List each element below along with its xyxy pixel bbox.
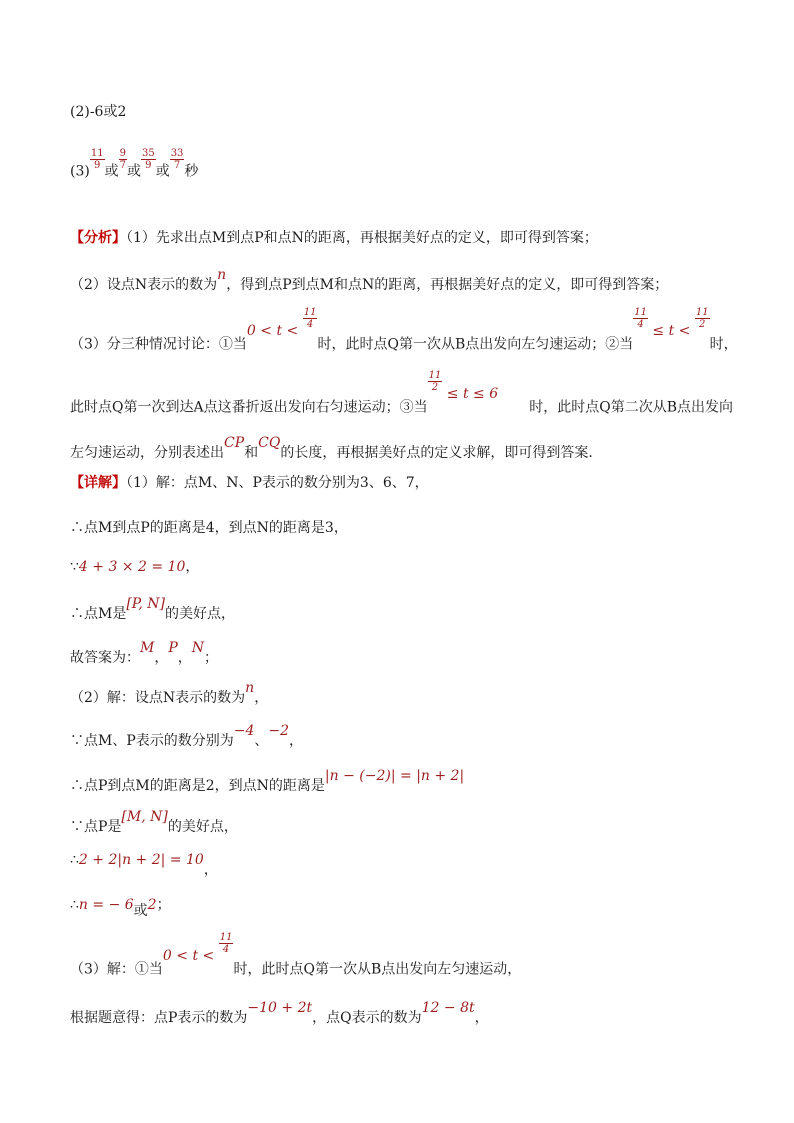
detail-tag: 【详解】 (70, 475, 126, 491)
fraction: $\frac{11}{9}$ (90, 148, 104, 171)
detail-line-13: 根据题意得：点P表示的数为−10 + 2t，点Q表示的数为12 − 8t， (70, 1000, 489, 1026)
analysis-text: 和 (244, 445, 259, 461)
detail-line-8: ∴点P到点M的距离是2，到点N的距离是|n − (−2)| = |n + 2| (70, 768, 465, 794)
detail-text: （1）解：点M、N、P表示的数分别为3、6、7， (126, 475, 429, 491)
fraction: $\frac{35}{9}$ (141, 148, 155, 171)
separator: 或 (126, 163, 141, 180)
analysis-text: 左匀速运动，分别表述出 (70, 445, 224, 461)
analysis-line-3 (70, 307, 738, 356)
math-value: −4 (233, 723, 255, 739)
math-inequality: $\frac{11}{4}$ ≤ t < $\frac{11}{2}$ (634, 307, 709, 339)
math-interval: [M, N] (121, 809, 168, 825)
fraction: $\frac{9}{7}$ (119, 148, 126, 171)
math-expression: n = − 6 (78, 897, 134, 913)
detail-line-12: （3）解：①当0 < t < $\frac{11}{4}$ 时，此时点Q第一次从B点出发向左匀速运动， (70, 932, 522, 978)
detail-line-2: ∴点M到点P的距离是4，到点N的距离是3， (70, 520, 348, 536)
math-value: −2 (268, 723, 290, 739)
analysis-tag: 【分析】 (70, 230, 126, 246)
answer-3-prefix: (3) (70, 163, 90, 180)
math-p: P (168, 640, 178, 656)
detail-line-10: ∴2 + 2|n + 2| = 10， (70, 852, 218, 878)
analysis-text: （1）先求出点M到点P和点N的距离，再根据美好点的定义，即可得到答案； (126, 230, 598, 246)
analysis-text: （3）分三种情况讨论：①当 (70, 336, 247, 353)
math-expression: −10 + 2t (247, 1000, 313, 1016)
analysis-text: 时，此时点Q第二次从B点出发向 (529, 399, 734, 416)
math-n: n (245, 680, 255, 696)
math-expression: |n − (−2)| = |n + 2| (324, 768, 465, 784)
detail-line-1 (70, 473, 429, 493)
detail-line-5: 故答案为：M，P，N； (70, 640, 219, 666)
analysis-text: 时，此时点Q第一次从B点出发向左匀速运动；②当 (317, 336, 634, 353)
detail-line-6: （2）解：设点N表示的数为n， (70, 680, 269, 706)
analysis-text: 此时点Q第一次到达A点这番折返出发向右匀速运动；③当 (70, 399, 428, 416)
math-n: n (217, 267, 227, 283)
detail-line-9: ∵点P是[M, N]的美好点， (70, 809, 238, 835)
analysis-line-5 (70, 435, 593, 463)
detail-line-4: ∴点M是[P, N]的美好点， (70, 596, 236, 622)
math-cq: CQ (258, 435, 281, 451)
answer-3-suffix: 秒 (184, 163, 199, 180)
math-expression: 4 + 3 × 2 = 10 (78, 559, 186, 575)
detail-line-11: ∴n = − 6或2； (70, 897, 171, 919)
detail-line-7: ∵点M、P表示的数分别为−4、−2， (70, 723, 304, 749)
math-inequality: $\frac{11}{2}$ ≤ t ≤ 6 (428, 370, 499, 402)
analysis-text: ，得到点P到点M和点N的距离，再根据美好点的定义，即可得到答案； (226, 277, 669, 293)
math-inequality: 0 < t < $\frac{11}{4}$ (246, 307, 317, 339)
analysis-line-2 (70, 267, 669, 295)
analysis-text: 时， (709, 336, 738, 353)
math-expression: 12 − 8t (421, 1000, 475, 1016)
answer-2: (2)-6或2 (70, 104, 127, 120)
analysis-text: 的长度，再根据美好点的定义求解，即可得到答案. (280, 445, 593, 461)
math-interval: [P, N] (126, 596, 166, 612)
math-value: 2 (147, 897, 157, 913)
analysis-line-1 (70, 228, 598, 248)
analysis-line-4 (70, 370, 734, 419)
separator: 或 (155, 163, 170, 180)
math-expression: 2 + 2|n + 2| = 10 (78, 852, 204, 868)
math-cp: CP (224, 435, 245, 451)
math-n: N (191, 640, 205, 656)
analysis-text: （2）设点N表示的数为 (70, 277, 218, 293)
math-inequality: 0 < t < $\frac{11}{4}$ (162, 932, 233, 964)
separator: 或 (104, 163, 119, 180)
detail-line-3: ∵4 + 3 × 2 = 10， (70, 559, 200, 575)
math-m: M (140, 640, 155, 656)
fraction: $\frac{33}{7}$ (170, 148, 184, 171)
answer-3 (70, 148, 199, 183)
